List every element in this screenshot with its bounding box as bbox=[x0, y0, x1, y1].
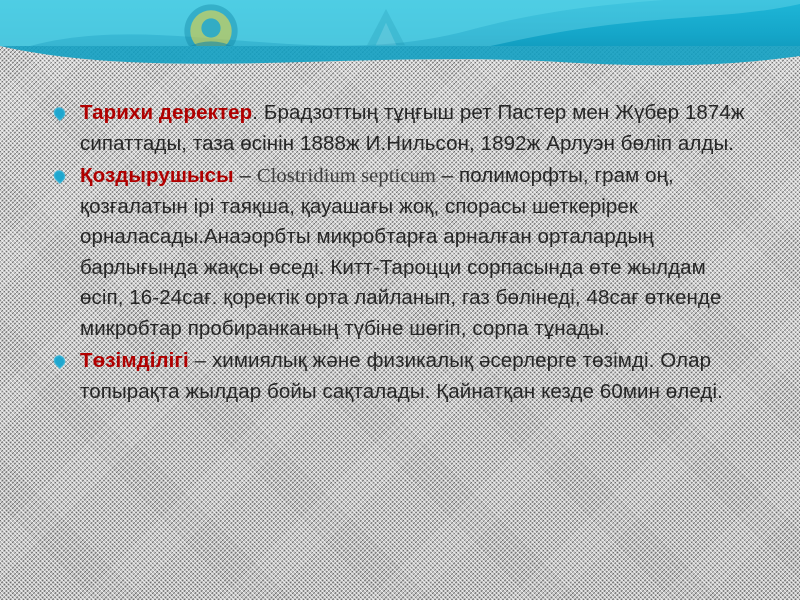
bullet-body-agent: – полиморфты, грам оң, қозғалатын ірі таяқша, қауашағы жоқ, спорасы шеткерірек орналасады.Анаэорбты микробтарға арналған орталардың барлығында жақсы өседі. Китт-Тароцци сорпасында өте жылдам өсіп, 16-24сағ. қоректік орта лайланып, газ бөлінеді, 48сағ өткенде микробтар пробиранканың түбіне шөгіп, сорпа тұнады. bbox=[80, 164, 722, 340]
content-top-curve-icon bbox=[0, 46, 800, 86]
bullet-body-resistance: – химиялық және физикалық әсерлерге төзімді. Олар топырақта жылдар бойы сақталады. Қайнатқан кезде 60мин өледі. bbox=[80, 349, 723, 403]
bullet-dash-agent: – bbox=[233, 164, 257, 187]
teardrop-bullet-icon bbox=[51, 168, 67, 184]
list-item bbox=[52, 98, 752, 159]
bullet-heading-agent: Қоздырушысы bbox=[80, 164, 234, 187]
bullet-heading-resistance: Төзімділігі bbox=[80, 349, 189, 372]
list-item bbox=[52, 346, 752, 407]
list-item bbox=[52, 161, 752, 344]
bullet-list bbox=[52, 98, 752, 407]
bullet-heading-historical: Тарихи деректер bbox=[80, 101, 253, 124]
slide-content-area bbox=[0, 46, 800, 600]
teardrop-bullet-icon bbox=[51, 353, 67, 369]
teardrop-bullet-icon bbox=[51, 105, 67, 121]
slide-body-text bbox=[52, 98, 752, 409]
bullet-body-historical: . Брадзоттың тұңғыш рет Пастер мен Жүбер 1874ж сипаттады, таза өсінін 1888ж И.Нильсон, 1892ж Арлуэн бөліп алды. bbox=[80, 101, 745, 155]
bullet-latin-name: Clostridium septicum bbox=[256, 165, 436, 187]
